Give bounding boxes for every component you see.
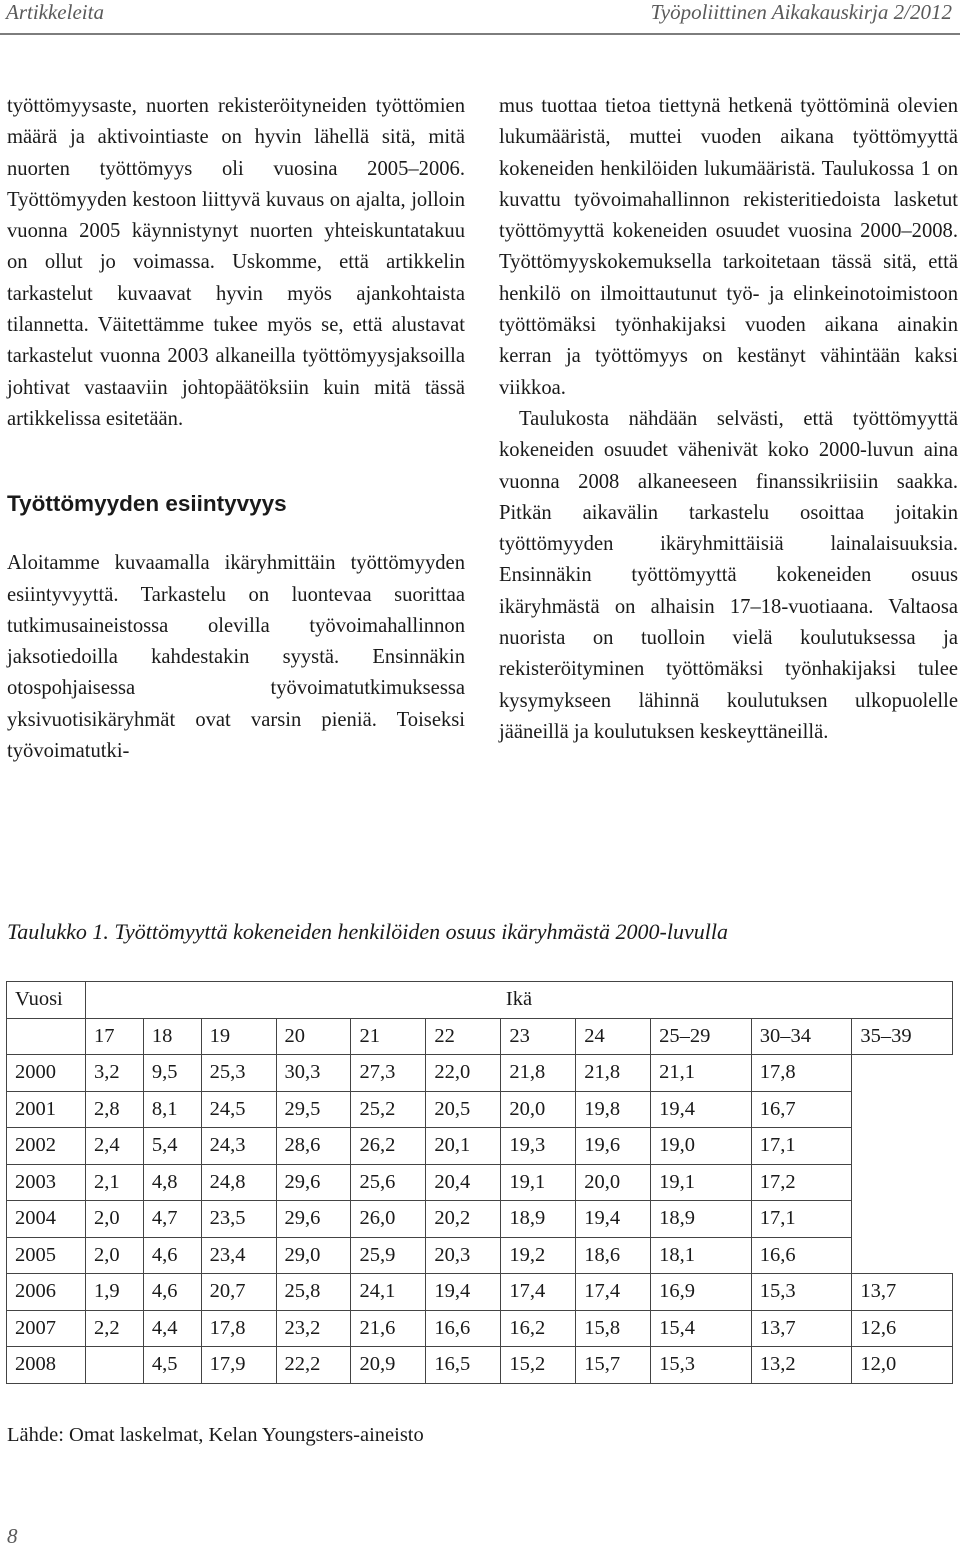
- age-group-blank: [7, 1018, 86, 1055]
- value-cell: 29,0: [276, 1237, 351, 1274]
- value-cell: 16,6: [751, 1237, 852, 1274]
- value-cell: [852, 1237, 953, 1274]
- header-rule: [0, 33, 960, 35]
- age-header: Ikä: [86, 982, 953, 1019]
- value-cell: 20,7: [201, 1274, 276, 1311]
- value-cell: 21,1: [651, 1055, 752, 1092]
- value-cell: 20,0: [501, 1091, 576, 1128]
- age-group-cell: 22: [426, 1018, 501, 1055]
- value-cell: 16,2: [501, 1310, 576, 1347]
- value-cell: 12,6: [852, 1310, 953, 1347]
- year-cell: 2006: [7, 1274, 86, 1311]
- value-cell: 19,1: [651, 1164, 752, 1201]
- value-cell: 4,8: [143, 1164, 201, 1201]
- value-cell: 16,7: [751, 1091, 852, 1128]
- value-cell: 15,8: [576, 1310, 651, 1347]
- age-group-cell: 21: [351, 1018, 426, 1055]
- value-cell: 4,4: [143, 1310, 201, 1347]
- value-cell: 15,3: [651, 1347, 752, 1384]
- left-column: [7, 91, 465, 767]
- value-cell: 21,8: [576, 1055, 651, 1092]
- value-cell: 26,0: [351, 1201, 426, 1238]
- data-table: [6, 981, 953, 1384]
- table-row: [7, 1164, 953, 1201]
- value-cell: 25,3: [201, 1055, 276, 1092]
- value-cell: 16,5: [426, 1347, 501, 1384]
- value-cell: 19,4: [426, 1274, 501, 1311]
- value-cell: 29,6: [276, 1201, 351, 1238]
- value-cell: 13,7: [751, 1310, 852, 1347]
- table-row: [7, 1274, 953, 1311]
- value-cell: 20,5: [426, 1091, 501, 1128]
- value-cell: 4,5: [143, 1347, 201, 1384]
- table-row: [7, 1128, 953, 1165]
- value-cell: 20,4: [426, 1164, 501, 1201]
- value-cell: 17,8: [751, 1055, 852, 1092]
- running-header: [0, 0, 960, 34]
- value-cell: 16,9: [651, 1274, 752, 1311]
- value-cell: 19,2: [501, 1237, 576, 1274]
- value-cell: 2,4: [86, 1128, 144, 1165]
- table-row: [7, 1201, 953, 1238]
- value-cell: 24,8: [201, 1164, 276, 1201]
- value-cell: 19,4: [651, 1091, 752, 1128]
- value-cell: 20,0: [576, 1164, 651, 1201]
- value-cell: 19,8: [576, 1091, 651, 1128]
- age-group-cell: 24: [576, 1018, 651, 1055]
- value-cell: 24,5: [201, 1091, 276, 1128]
- value-cell: 18,9: [651, 1201, 752, 1238]
- year-cell: 2005: [7, 1237, 86, 1274]
- value-cell: 2,1: [86, 1164, 144, 1201]
- table-source: Lähde: Omat laskelmat, Kelan Youngsters-aineisto: [7, 1424, 424, 1446]
- age-group-row: [7, 1018, 953, 1055]
- value-cell: 17,4: [576, 1274, 651, 1311]
- value-cell: 21,8: [501, 1055, 576, 1092]
- value-cell: [852, 1091, 953, 1128]
- table-header-row: [7, 982, 953, 1019]
- value-cell: 1,9: [86, 1274, 144, 1311]
- value-cell: 25,2: [351, 1091, 426, 1128]
- year-cell: 2008: [7, 1347, 86, 1384]
- value-cell: 17,8: [201, 1310, 276, 1347]
- value-cell: 3,2: [86, 1055, 144, 1092]
- age-group-cell: 25–29: [651, 1018, 752, 1055]
- value-cell: 12,0: [852, 1347, 953, 1384]
- value-cell: 23,5: [201, 1201, 276, 1238]
- age-group-cell: 17: [86, 1018, 144, 1055]
- value-cell: 25,8: [276, 1274, 351, 1311]
- age-group-cell: 23: [501, 1018, 576, 1055]
- value-cell: 2,2: [86, 1310, 144, 1347]
- value-cell: 9,5: [143, 1055, 201, 1092]
- value-cell: [86, 1347, 144, 1384]
- value-cell: [852, 1164, 953, 1201]
- value-cell: 19,4: [576, 1201, 651, 1238]
- value-cell: 28,6: [276, 1128, 351, 1165]
- value-cell: 18,6: [576, 1237, 651, 1274]
- value-cell: 24,1: [351, 1274, 426, 1311]
- age-group-cell: 35–39: [852, 1018, 953, 1055]
- body-paragraph: Aloitamme kuvaamalla ikäryhmittäin työttömyyden esiintyvyyttä. Tarkastelu on luontevaa suorittaa tutkimusaineistossa olevilla työvoimahallinnon jaksotiedoilla kahdestakin syystä. Ensinnäkin otospohjaisessa työvoimatutkimuksessa yksivuotisikäryhmät ovat varsin pieniä. Toiseksi työvoimatutki-: [7, 552, 465, 763]
- value-cell: 19,1: [501, 1164, 576, 1201]
- value-cell: 30,3: [276, 1055, 351, 1092]
- table-row: [7, 1055, 953, 1092]
- value-cell: 25,9: [351, 1237, 426, 1274]
- year-cell: 2004: [7, 1201, 86, 1238]
- value-cell: 4,6: [143, 1274, 201, 1311]
- year-header: Vuosi: [7, 982, 86, 1019]
- value-cell: [852, 1128, 953, 1165]
- right-column: [499, 91, 958, 748]
- age-group-cell: 30–34: [751, 1018, 852, 1055]
- value-cell: 17,9: [201, 1347, 276, 1384]
- value-cell: 22,0: [426, 1055, 501, 1092]
- value-cell: 2,0: [86, 1201, 144, 1238]
- value-cell: 15,7: [576, 1347, 651, 1384]
- age-group-cell: 18: [143, 1018, 201, 1055]
- year-cell: 2007: [7, 1310, 86, 1347]
- section-label: Artikkeleita: [6, 0, 104, 24]
- value-cell: 4,7: [143, 1201, 201, 1238]
- value-cell: [852, 1201, 953, 1238]
- value-cell: 15,4: [651, 1310, 752, 1347]
- value-cell: 17,1: [751, 1128, 852, 1165]
- value-cell: 27,3: [351, 1055, 426, 1092]
- table-body: [7, 1055, 953, 1384]
- value-cell: 19,3: [501, 1128, 576, 1165]
- value-cell: 19,0: [651, 1128, 752, 1165]
- value-cell: 2,0: [86, 1237, 144, 1274]
- value-cell: 8,1: [143, 1091, 201, 1128]
- table-row: [7, 1347, 953, 1384]
- value-cell: 20,3: [426, 1237, 501, 1274]
- value-cell: 15,2: [501, 1347, 576, 1384]
- value-cell: 26,2: [351, 1128, 426, 1165]
- value-cell: 29,5: [276, 1091, 351, 1128]
- value-cell: 4,6: [143, 1237, 201, 1274]
- value-cell: 25,6: [351, 1164, 426, 1201]
- value-cell: 18,9: [501, 1201, 576, 1238]
- table-row: [7, 1310, 953, 1347]
- age-group-cell: 20: [276, 1018, 351, 1055]
- body-paragraph: Taulukosta nähdään selvästi, että työttömyyttä kokeneiden osuudet vähenivät koko 2000-luvun aina vuonna 2008 alkaneeseen finanssikriisiin saakka. Pitkän aikavälin tarkastelu osoittaa joitakin työttömyyden ikäryhmittäisiä lainalaisuuksia. Ensinnäkin työttömyyttä kokeneiden osuus ikäryhmästä on alhaisin 17–18-vuotiaana. Valtaosa nuorista on tuolloin vielä koulutuksessa ja rekisteröityminen työttömäksi työnhakijaksi tulee kysymykseen lähinnä koulutuksen ulkopuolelle jääneillä ja koulutuksen keskeyttäneillä.: [499, 407, 958, 743]
- value-cell: 29,6: [276, 1164, 351, 1201]
- value-cell: [852, 1055, 953, 1092]
- section-heading: Työttömyyden esiintyvyys: [7, 491, 287, 517]
- value-cell: 20,2: [426, 1201, 501, 1238]
- age-group-cell: 19: [201, 1018, 276, 1055]
- value-cell: 2,8: [86, 1091, 144, 1128]
- body-paragraph: työttömyysaste, nuorten rekisteröityneiden työttömien määrä ja aktivointiaste on hyvin lähellä sitä, mitä nuorten työttömyys oli vuosina 2005–2006. Työttömyyden kestoon liittyvä kuvaus on ajalta, jolloin vuonna 2005 käynnistynyt nuorten yhteiskuntatakuu on ollut jo voimassa. Uskomme, että artikkelin tarkastelut kuvaavat hyvin myös ajankohtaista tilannetta. Väitettämme tukee myös se, että alustavat tarkastelut vuonna 2003 alkaneilla työttömyysjaksoilla johtivat vastaaviin johtopäätöksiin kuin mitä tässä artikkelissa esitetään.: [7, 95, 465, 430]
- value-cell: 13,7: [852, 1274, 953, 1311]
- value-cell: 23,4: [201, 1237, 276, 1274]
- year-cell: 2000: [7, 1055, 86, 1092]
- body-paragraph: mus tuottaa tietoa tiettynä hetkenä työttöminä olevien lukumääristä, muttei vuoden aikana työttömyyttä kokeneiden henkilöiden lukumääristä. Taulukossa 1 on kuvattu työvoimahallinnon rekisteritiedoista lasketut työttömyyttä kokeneiden osuudet vuosina 2000–2008. Työttömyyskokemuksella tarkoitetaan tässä sitä, että henkilö on ilmoittautunut työ- ja elinkeinotoimistoon työttömäksi työnhakijaksi vuoden aikana ainakin kerran ja työttömyys on kestänyt vähintään kaksi viikkoa.: [499, 95, 958, 399]
- table-row: [7, 1091, 953, 1128]
- value-cell: 18,1: [651, 1237, 752, 1274]
- value-cell: 24,3: [201, 1128, 276, 1165]
- page-number: 8: [7, 1524, 18, 1548]
- year-cell: 2003: [7, 1164, 86, 1201]
- value-cell: 5,4: [143, 1128, 201, 1165]
- value-cell: 20,9: [351, 1347, 426, 1384]
- value-cell: 17,2: [751, 1164, 852, 1201]
- value-cell: 17,4: [501, 1274, 576, 1311]
- value-cell: 20,1: [426, 1128, 501, 1165]
- value-cell: 15,3: [751, 1274, 852, 1311]
- table-caption: Taulukko 1. Työttömyyttä kokeneiden henkilöiden osuus ikäryhmästä 2000-luvulla: [7, 919, 728, 944]
- journal-title: Työpoliittinen Aikakauskirja 2/2012: [650, 0, 952, 24]
- year-cell: 2001: [7, 1091, 86, 1128]
- table-row: [7, 1237, 953, 1274]
- value-cell: 22,2: [276, 1347, 351, 1384]
- value-cell: 13,2: [751, 1347, 852, 1384]
- value-cell: 21,6: [351, 1310, 426, 1347]
- value-cell: 23,2: [276, 1310, 351, 1347]
- value-cell: 16,6: [426, 1310, 501, 1347]
- value-cell: 17,1: [751, 1201, 852, 1238]
- year-cell: 2002: [7, 1128, 86, 1165]
- value-cell: 19,6: [576, 1128, 651, 1165]
